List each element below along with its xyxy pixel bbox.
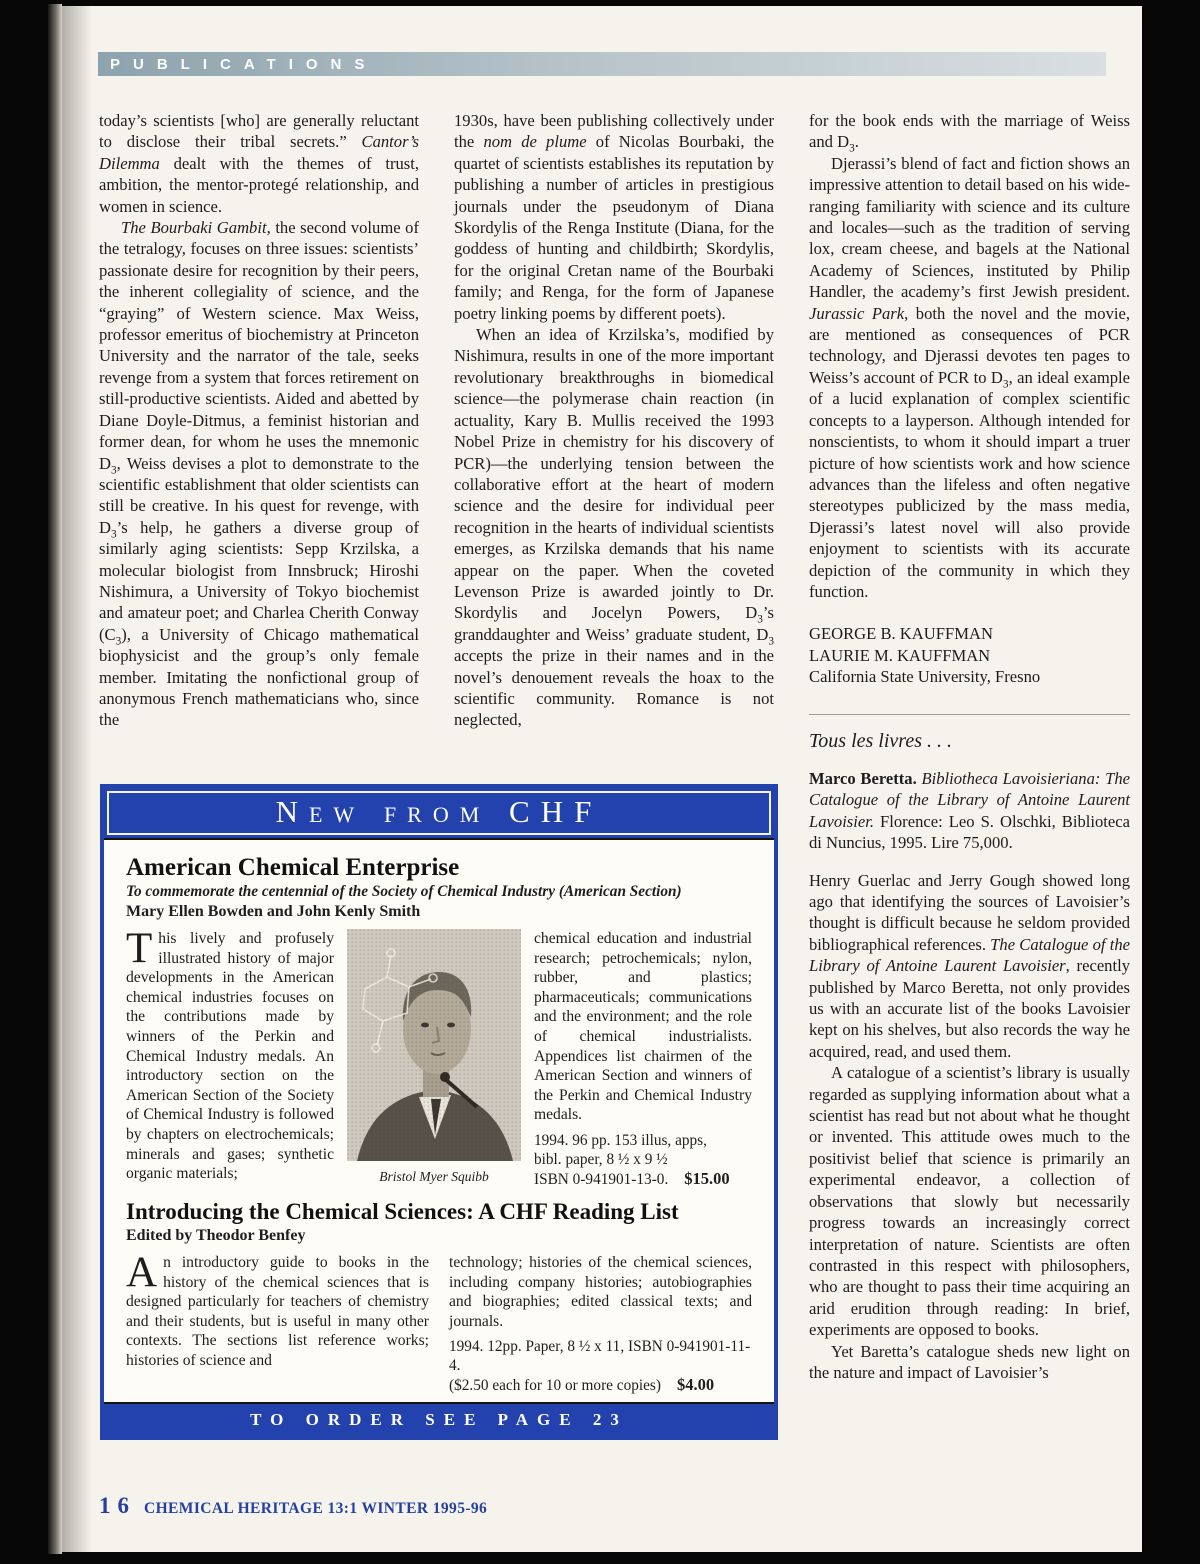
book2-pricing — [449, 1337, 752, 1395]
pricing-line — [534, 1169, 752, 1189]
reviewer-affiliation: California State University, Fresno — [809, 667, 1041, 687]
pricing-line: bibl. paper, 8 ½ x 9 ½ — [534, 1150, 668, 1168]
ad-header-banner — [104, 788, 774, 840]
book2-content-row — [126, 1248, 752, 1395]
review-paragraph: Yet Baretta’s catalogue sheds new light on the nature and impact of Lavoisier’s — [809, 1341, 1130, 1382]
ad-order-text: TO ORDER SEE PAGE 23 — [250, 1410, 628, 1429]
photo-caption: Bristol Myer Squibb — [379, 1169, 489, 1184]
book1-photo-block — [347, 929, 521, 1189]
pricing-line — [449, 1375, 752, 1395]
review-paragraph: Henry Guerlac and Jerry Gough showed long ago that identifying the sources of Lavoisier’s thought is difficult because he seldom provided bibliographical references. The Catalogue of the Library of Antoine Laurent Lavoisier, recently published by Marco Beretta, not only provides us with an accurate list of the books Lavoisier kept on his shelves, but also records the way he acquired, read, and used them. — [809, 870, 1130, 1061]
pricing-line: 1994. 12pp. Paper, 8 ½ x 11, ISBN 0-941901-11-4. — [449, 1338, 751, 1375]
section-divider — [809, 714, 1130, 715]
review-paragraph: Djerassi’s blend of fact and fiction shows an impressive attention to detail based on his wide-ranging familiarity with science and its culture and locales—such as the tradition of serving lox, cream cheese, and bagels at the National Academy of Sciences, instituted by Philip Handler, the academy’s first Jewish president. Jurassic Park, both the novel and the movie, are mentioned as consequences of PCR technology, and Djerassi devotes ten pages to Weiss’s account of PCR to $D_3$, an ideal example of a lucid explanation of complex scientific concepts to a layperson. Although intended for nonscientists, to whom it should impart a truer picture of how scientists work and how science advances than the lifeless and often negative stereotypes publicized by the mass media, Djerassi’s latest novel will also provide enjoyment to scientists with its accurate depiction of the community in which they function. — [809, 153, 1130, 601]
journal-title: CHEMICAL HERITAGE 13:1 WINTER 1995-96 — [144, 1500, 488, 1517]
review-paragraph: When an idea of Krzilska’s, modified by Nishimura, results in one of the more important revolutionary breakthroughs in biomedical science—the polymerase chain reaction (in actuality, Kary B. Mullis received the 1993 Nobel Prize in chemistry for his discovery of PCR)—the underlying tension between the collaborative effort at the heart of modern science and the desire for individual peer recognition in the hearts of individual scientists emerges, as Krzilska demands that his name appear on the paper. When the coveted Levenson Prize is awarded jointly to Dr. Skordylis and Jocelyn Powers, $D_3’s$ granddaughter and Weiss’ graduate student, $D_3$ accepts the prize in their names and in the novel’s denouement reveals the hoax to the scientific community. Romance is not neglected, — [454, 325, 774, 730]
chf-advertisement — [100, 784, 778, 1440]
halftone-portrait-photo — [347, 929, 521, 1161]
reviewer-byline — [809, 623, 1130, 687]
book1-description-right: chemical education and industrial research; petrochemicals; nylon, rubber, and plastics; pharmaceuticals; communications and the environment; and the role of chemical industrialists. Appendices list chairmen of the American Section and winners of the Perkin and Chemical Industry medals. — [534, 930, 752, 1124]
text-column-3 — [809, 110, 1130, 1383]
review-paragraph: for the book ends with the marriage of Weiss and $D_3$. — [809, 111, 1130, 155]
text-column-1 — [99, 110, 419, 731]
book2-price: $4.00 — [676, 1375, 715, 1395]
page — [62, 6, 1142, 1552]
book1-pricing — [534, 1131, 752, 1189]
publications-banner-title: PUBLICATIONS — [110, 55, 378, 73]
book2-description-right: technology; histories of the chemical sciences, including company histories; autobiographies and biographies; edited classical texts; and journals. — [449, 1253, 752, 1330]
book1-description-right-block — [534, 929, 752, 1189]
book1-content-row — [126, 925, 752, 1189]
review-paragraph: A catalogue of a scientist’s library is usually regarded as supplying information about what a scientist has read but not about what he thought or invented. This attitude owes much to the positivist belief that science is primarily an experimental endeavor, a collection of observations that slowly but necessarily progress towards an increasingly correct interpretation of nature. Scientists are often contrasted in this respect with philosophers, who are thought to pass their time acquiring an arid erudition through reading: In brief, experiments are opposed to books. — [809, 1063, 1130, 1340]
ad-order-banner — [104, 1402, 774, 1436]
review-paragraph: The Bourbaki Gambit, the second volume of the tetralogy, focuses on three issues: scientists’ passionate desire for recognition by their peers, the inherent collegiality of science, and the “graying” of Western science. Max Weiss, professor emeritus of biochemistry at Princeton University and the narrator of the tale, seeks revenge from a system that forces retirement on still-productive scientists. Aided and abetted by Diane Doyle-Ditmus, a feminist historian and former dean, for whom he uses the mnemonic $D_3$, Weiss devises a plot to demonstrate to the scientific establishment that older scientists can still be creative. In his quest for revenge, with $D_3’s$ help, he gathers a diverse group of similarly aging scientists: Sepp Krzilska, a molecular biologist from Innsbruck; Hiroshi Nishimura, a University of Tokyo biochemist and amateur poet; and Charlea Cherith Conway $(C_3)$, a University of Chicago mathematical biophysicist and the group’s only female member. Imitating the nonfictional group of anonymous French mathematicians who, since the — [99, 218, 419, 730]
book-citation: Marco Beretta. Bibliotheca Lavoisieriana: The Catalogue of the Library of Antoine Laurent Lavoisier. Florence: Leo S. Olschki, Biblioteca di Nuncius, 1995. Lire 75,000. — [809, 768, 1130, 853]
book2-description-right-block — [449, 1253, 752, 1395]
book2-description-left: An introductory guide to books in the history of the chemical sciences that is designed particularly for teachers of chemistry and their students, but is useful in many other contexts. The sections list reference works; histories of science and — [126, 1248, 429, 1369]
page-stack-edge — [48, 4, 62, 1554]
book1-subtitle: To commemorate the centennial of the Society of Chemical Industry (American Section) — [126, 883, 682, 900]
ad-body — [104, 840, 774, 1402]
ad-header-title: New from CHF — [275, 794, 603, 829]
text-column-2 — [454, 110, 774, 731]
review-paragraph: 1930s, have been publishing collectively under the nom de plume of Nicolas Bourbaki, the quartet of scientists establishes its reputation by publishing a number of articles in prestigious journals under the pseudonym of Diana Skordylis of the Renga Institute (Diana, for the goddess of hunting and childbirth; Skordylis, for the original Cretan name of the Bourbaki family; and Renga, for the form of Japanese poetry linking poems by different poets). — [454, 111, 774, 323]
bulk-price-note: ($2.50 each for 10 or more copies) — [449, 1377, 661, 1395]
isbn: ISBN 0-941901-13-0. — [534, 1170, 669, 1188]
book1-title: American Chemical Enterprise — [126, 854, 460, 881]
book1-authors: Mary Ellen Bowden and John Kenly Smith — [126, 903, 421, 920]
pricing-line: 1994. 96 pp. 153 illus, apps, — [534, 1131, 707, 1149]
section-heading: Tous les livres . . . — [809, 729, 952, 752]
book1-price: $15.00 — [684, 1168, 730, 1188]
review-paragraph: today’s scientists [who] are generally reluctant to disclose their tribal secrets.” Cantor’s Dilemma dealt with the themes of trust, ambition, the mentor-protegé relationship, and women in science. — [99, 111, 419, 216]
page-footer — [99, 1493, 487, 1519]
page-number: 16 — [99, 1493, 136, 1518]
book2-title: Introducing the Chemical Sciences: A CHF Reading List — [126, 1198, 679, 1224]
book2-editor: Edited by Theodor Benfey — [126, 1226, 306, 1244]
reviewer-name: GEORGE B. KAUFFMAN — [809, 624, 993, 644]
book1-description-left: This lively and profusely illustrated history of major developments in the American chemical industries focuses on the contributions made by winners of the Perkin and Chemical Industry medals. An introductory section on the American Section of the Society of Chemical Industry is followed by chapters on electrochemicals; minerals and gases; synthetic organic materials; — [126, 925, 334, 1183]
publications-banner — [98, 52, 1106, 76]
reviewer-name: LAURIE M. KAUFFMAN — [809, 645, 991, 665]
